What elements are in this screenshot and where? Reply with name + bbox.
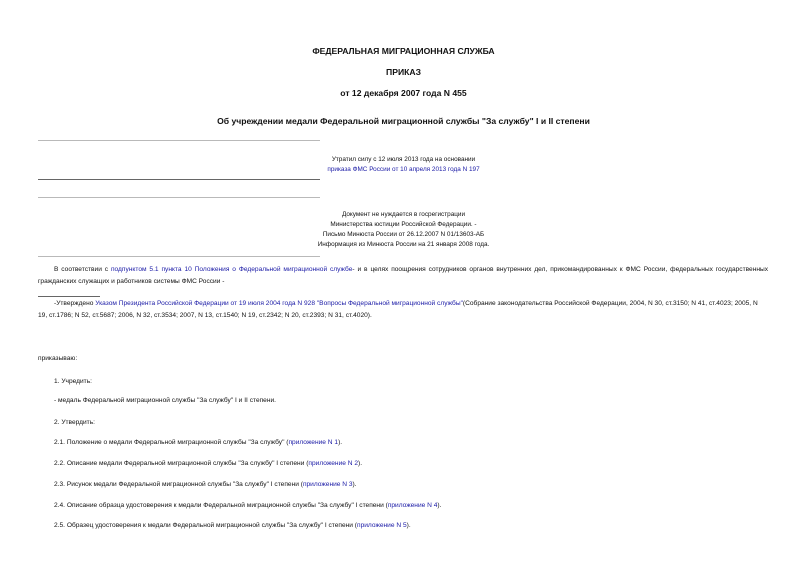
- preamble-paragraph: В соответствии с подпунктом 5.1 пункта 10 Положения о Федеральной миграционной службе- и в целях поощрения сотрудников органов внутренних дел, прикомандированных к ФМС России, федеральных государственных гражданских служащих и работников системы ФМС России -: [38, 266, 769, 285]
- appendix-2-link[interactable]: приложение N 2: [308, 460, 359, 467]
- item-2: 2. Утвердить:: [54, 419, 95, 426]
- item-1: 1. Учредить:: [54, 378, 92, 385]
- appendix-1-link[interactable]: приложение N 1: [288, 439, 339, 446]
- document-date: от 12 декабря 2007 года N 455: [340, 88, 467, 98]
- order-word: приказываю:: [38, 355, 78, 362]
- appendix-4-link[interactable]: приложение N 4: [387, 502, 438, 509]
- item-1-sub: - медаль Федеральной миграционной службы "За службу" I и II степени.: [54, 397, 277, 404]
- registration-note-line3: Письмо Минюста России от 26.12.2007 N 01/13603-АБ: [322, 231, 485, 238]
- status-note: Утратил силу с 12 июля 2013 года на основании: [331, 156, 476, 163]
- appendix-5-link[interactable]: приложение N 5: [357, 522, 407, 529]
- divider: [38, 179, 320, 180]
- footnote-link[interactable]: Указом Президента Российской Федерации от 19 июля 2004 года N 928 "Вопросы Федеральной миграционной службы": [95, 300, 463, 307]
- appendix-3-link[interactable]: приложение N 3: [302, 481, 353, 488]
- footnote-divider: [38, 296, 100, 297]
- footnote-paragraph: -Утверждено Указом Президента Российской Федерации от 19 июля 2004 года N 928 "Вопросы Федеральной миграционной службы"(Собрание законодательства Российской Федерации, 2004, N 30, ст.3150; N 41, ст.4023; 2005, N 19, ст.1786; N 52, ст.5687; 2006, N 32, ст.3534; 2007, N 13, ст.1540; N 19, ст.2342; N 20, ст.2393; N 31, ст.4020).: [38, 300, 758, 319]
- registration-note-line1: Документ не нуждается в госрегистрации: [341, 211, 466, 218]
- preamble-link[interactable]: подпунктом 5.1 пункта 10 Положения о Федеральной миграционной службе: [110, 266, 353, 273]
- item-2-3: 2.3. Рисунок медали Федеральной миграционной службы "За службу" I степени (приложение N 3).: [54, 481, 357, 488]
- document-type: ПРИКАЗ: [386, 67, 421, 77]
- footnote-mark: -: [54, 300, 57, 307]
- registration-note-line2: Министерства юстиции Российской Федерации. -: [330, 221, 477, 228]
- divider: [38, 140, 320, 141]
- item-2-4: 2.4. Описание образца удостоверения к медали Федеральной миграционной службы "За службу" I степени (приложение N 4).: [54, 502, 442, 509]
- item-2-1: 2.1. Положение о медали Федеральной миграционной службы "За службу" (приложение N 1).: [54, 439, 343, 446]
- divider: [38, 256, 320, 257]
- status-link[interactable]: приказа ФМС России от 10 апреля 2013 года N 197: [327, 166, 480, 173]
- divider: [38, 197, 320, 198]
- agency-name: ФЕДЕРАЛЬНАЯ МИГРАЦИОННАЯ СЛУЖБА: [312, 46, 495, 56]
- item-2-2: 2.2. Описание медали Федеральной миграционной службы "За службу" I степени (приложение N 2).: [54, 460, 363, 467]
- document-title: Об учреждении медали Федеральной миграционной службы "За службу" I и II степени: [217, 116, 590, 126]
- item-2-5: 2.5. Образец удостоверения к медали Федеральной миграционной службы "За службу" I степени (приложение N 5).: [54, 522, 411, 529]
- registration-note-line4: Информация из Минюста России на 21 января 2008 года.: [317, 241, 490, 248]
